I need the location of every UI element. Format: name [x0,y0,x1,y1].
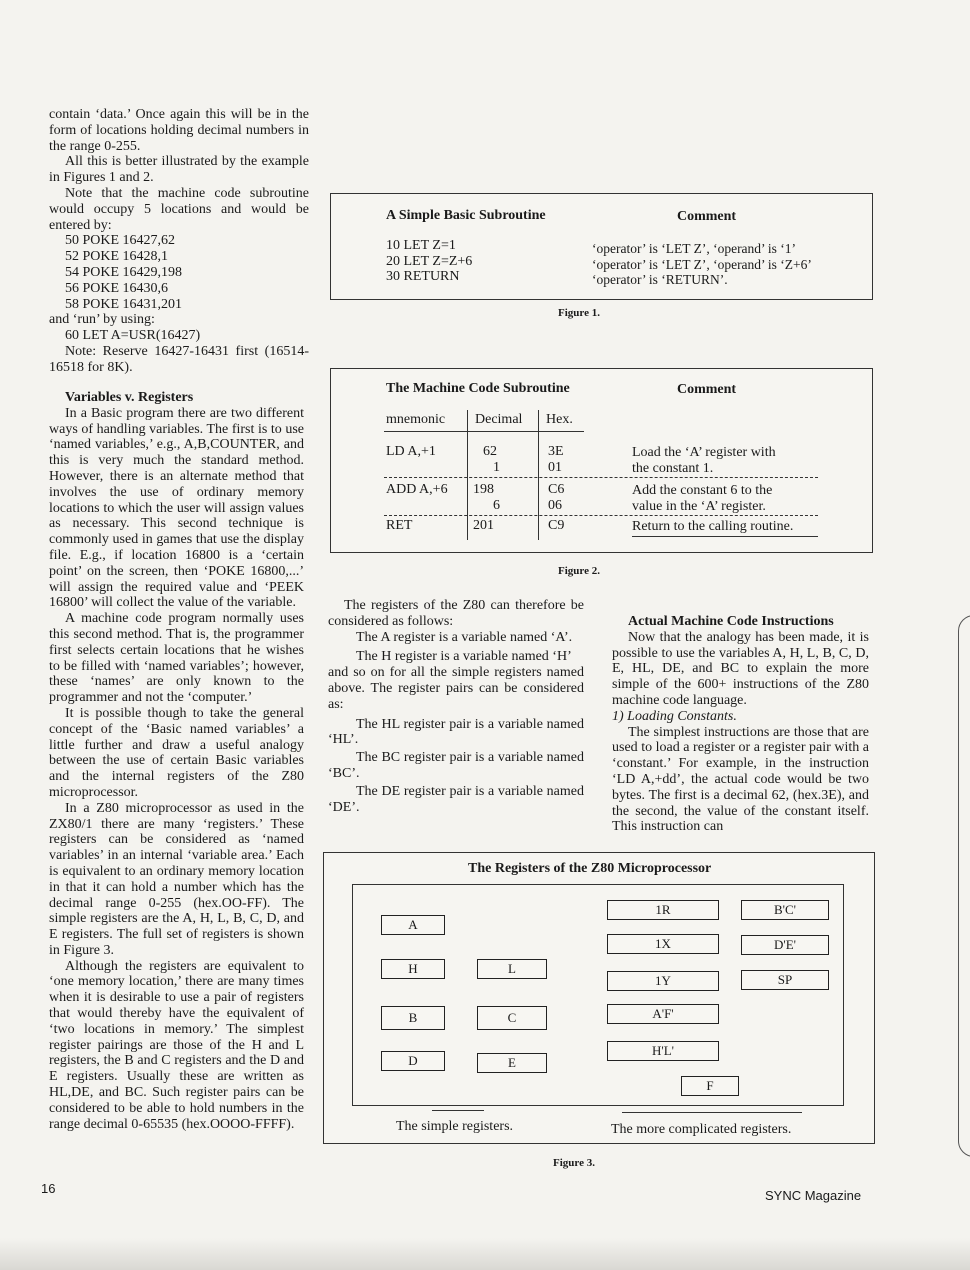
figure3-caption: Figure 3. [553,1157,595,1169]
section-heading: Actual Machine Code Instructions [628,614,834,629]
hex-value: C9 [548,518,565,533]
register-bc-alt: B'C' [741,900,829,920]
figure2-col-hex: Hex. [546,412,573,427]
comment-line: Load the ‘A’ register with [632,445,776,460]
note: Note: Reserve 16427-16431 first (16514-16518 for 8K). [49,343,309,375]
hex-value: 3E [548,444,564,459]
page-number: 16 [41,1181,56,1196]
register-d: D [381,1051,445,1071]
code-line: 20 LET Z=Z+6 [386,253,473,269]
code-line: 58 POKE 16431,201 [65,296,183,312]
mnemonic: LD A,+1 [386,444,436,459]
page-bottom-edge [0,1238,970,1270]
figure1-code [386,238,472,285]
hex-value: 01 [548,459,562,475]
decimal-value: 201 [473,518,494,533]
figure2-row1 [386,444,436,460]
paragraph: A machine code program normally uses this second method. That is, the programmer first selects certain locations that he wishes to be filled with ‘named variables’; however, these ‘names’ are only known to the programmer and not the ‘computer.’ [49,611,304,706]
comment-line: Add the constant 6 to the [632,483,773,498]
left-column-body [49,390,304,1132]
comment-line: value in the ‘A’ register. [632,498,766,514]
figure2-caption: Figure 2. [558,565,600,577]
comment-line: ‘operator’ is ‘LET Z’, ‘operand’ is ‘1’ [592,241,797,256]
figure1-title: A Simple Basic Subroutine [386,208,546,223]
figure2-col-mnemonic: mnemonic [386,412,446,427]
decimal-value: 62 [483,444,497,459]
comment-line: the constant 1. [632,460,714,476]
register-l: L [477,959,547,979]
left-column-top [49,107,309,376]
figure3-title: The Registers of the Z80 Microprocessor [468,861,712,876]
paragraph: All this is better illustrated by the example in Figures 1 and 2. [49,154,309,186]
right-page-curve [958,615,970,1157]
paragraph: The BC register pair is a variable named ‘BC’. [328,750,584,781]
register-hl-alt: H'L' [607,1041,719,1061]
subheading: 1) Loading Constants. [612,708,737,724]
figure2-title: The Machine Code Subroutine [386,381,570,396]
code-line: 10 LET Z=1 [386,238,456,253]
comment-line: ‘operator’ is ‘LET Z’, ‘operand’ is ‘Z+6’ [592,256,812,272]
decimal-value: 1 [493,459,500,475]
paragraph: The DE register pair is a variable named ‘DE’. [328,783,584,815]
hex-value: C6 [548,482,565,497]
comment-line: Return to the calling routine. [632,519,794,534]
code-line: 50 POKE 16427,62 [65,233,176,249]
paragraph: It is possible though to take the general concept of the ‘Basic named variables’ a little further and draw a useful analogy between the use of certain Basic variables and the internal registers of the Z80 microprocessor. [49,705,304,800]
register-de-alt: D'E' [741,935,829,955]
register-e: E [477,1053,547,1073]
mnemonic: ADD A,+6 [386,482,448,497]
code-line: 56 POKE 16430,6 [65,280,169,296]
register-h: H [381,959,445,979]
register-af-alt: A'F' [607,1004,719,1024]
mnemonic: RET [386,518,413,533]
complex-registers-label: The more complicated registers. [611,1122,792,1137]
register-iy: 1Y [607,971,719,991]
paragraph: contain ‘data.’ Once again this will be in the form of locations holding decimal numbers in the range 0-255. [49,107,309,154]
code-line: 60 LET A=USR(16427) [65,328,201,344]
magazine-name: SYNC Magazine [765,1188,862,1203]
register-c: C [477,1006,547,1030]
paragraph: The H register is a variable named ‘H’ [356,649,572,665]
decimal-value: 198 [473,482,494,497]
register-f: F [681,1076,739,1096]
paragraph: Note that the machine code subroutine would occupy 5 locations and would be entered by: [49,185,309,233]
code-line: 54 POKE 16429,198 [65,264,183,280]
register-ix: 1X [607,934,719,954]
figure1-comment-head: Comment [677,209,737,224]
paragraph: and so on for all the simple registers named above. The register pairs can be considered as: [328,665,584,712]
right-column [612,614,869,835]
register-ir: 1R [607,900,719,920]
hex-value: 06 [548,497,562,513]
figure2-comment-head: Comment [677,382,737,397]
simple-registers-label: The simple registers. [396,1119,514,1134]
figure2-row3 [386,518,412,534]
figure1-comments [592,241,812,288]
paragraph: Although the registers are equivalent to ‘one memory location,’ there are many times when it is desirable to use a pair of registers that would thereby have the equivalent of ‘two locations in memory.’ The simplest register pairings are those of the H and L registers, the B and C registers and the D and E registers. Usually these are written as HL,DE, and BC. Such register pairs can be considered to be able to hold numbers in the range decimal 0-65535 (hex.OOOO-FFFF). [49,958,304,1132]
figure1-caption: Figure 1. [558,307,600,319]
code-line: 52 POKE 16428,1 [65,249,169,265]
decimal-value: 6 [493,497,500,513]
section-heading: Variables v. Registers [65,390,194,405]
register-b: B [381,1006,445,1030]
paragraph: Now that the analogy has been made, it is possible to use the variables A, H, L, B, C, D, E, HL, DE, and BC to explain the more simple of the 600+ instructions of the Z80 machine code language. [612,629,869,708]
figure2-row2 [386,482,448,498]
figure2-col-decimal: Decimal [475,412,523,427]
paragraph: The simplest instructions are those that are used to load a register or a register pair with a ‘constant.’ For example, in the instruction ‘LD A,+dd’, the actual code would be two bytes. The first is a decimal 62, (hex.3E), and the second, the value of the constant itself. This instruction can [612,724,869,835]
middle-column [328,598,584,815]
paragraph: In a Basic program there are two different ways of handling variables. The first is to use ‘named variables,’ e.g., A,B,COUNTER, and this is very much the standard method. However, there is an alternate method that involves the use of ordinary memory locations to which the user will assign values as necessary. This second technique is commonly used in games that use the display file. E.g., if location 16800 is a ‘certain point’ on the screen, then ‘POKE 16800,...’ will assign the required value and ‘PEEK 16800’ will collect the value of the variable. [49,405,304,611]
paragraph: The A register is a variable named ‘A’. [356,629,573,645]
register-a: A [381,915,445,935]
code-line: 30 RETURN [386,269,460,284]
paragraph: and ‘run’ by using: [49,312,155,328]
paragraph: The registers of the Z80 can therefore be considered as follows: [328,598,584,629]
comment-line: ‘operator’ is ‘RETURN’. [592,272,728,287]
paragraph: The HL register pair is a variable named ‘HL’. [328,716,584,748]
register-sp: SP [741,970,829,990]
paragraph: In a Z80 microprocessor as used in the ZX80/1 there are many ‘registers.’ These registers can be considered as ‘named variables’ in an internal ‘variable area.’ Each is equivalent to an ordinary memory location in that it can hold a number which has the decimal range 0-255 (hex.OO-FF). The simple registers are the A, H, L, B, C, D, and E registers. The full set of registers is shown in Figure 3. [49,800,304,958]
